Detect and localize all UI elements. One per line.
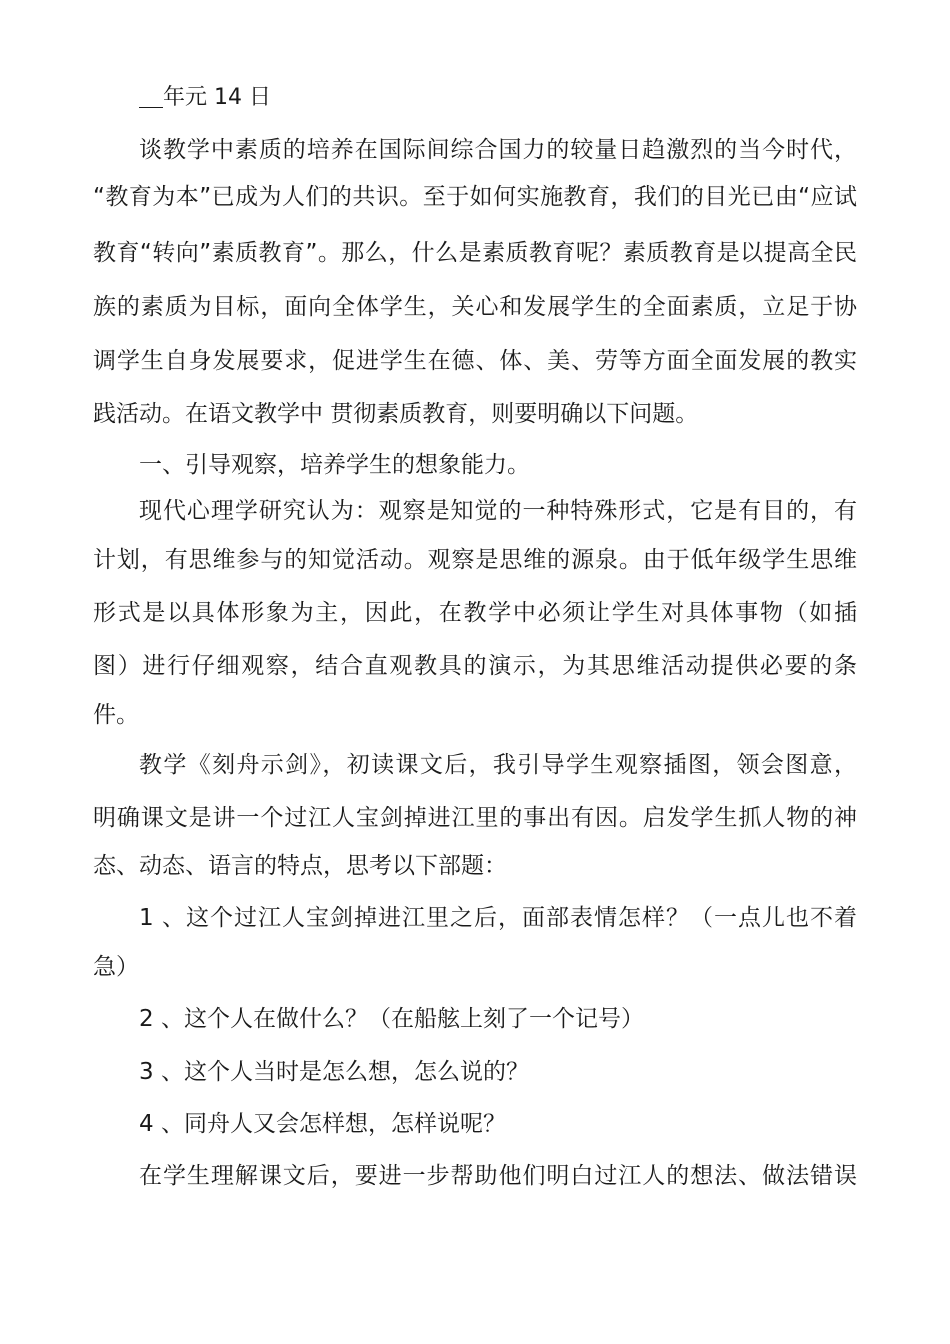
paragraph-line: 教育“转向”素质教育”。那么，什么是素质教育呢？素质教育是以提高全民 (93, 240, 857, 266)
paragraph-line: 形式是以具体形象为主，因此，在教学中必须让学生对具体事物（如插 (93, 600, 857, 626)
paragraph-line: 在学生理解课文后，要进一步帮助他们明白过江人的想法、做法错误 (139, 1163, 857, 1189)
paragraph-line: 现代心理学研究认为：观察是知觉的一种特殊形式，它是有目的，有 (139, 498, 857, 524)
paragraph-line: 谈教学中素质的培养在国际间综合国力的较量日趋激烈的当今时代， (139, 137, 857, 163)
paragraph-line: 教学《刻舟示剑》，初读课文后，我引导学生观察插图，领会图意， (139, 752, 857, 778)
paragraph-line: 件。 (93, 702, 139, 728)
blank-underline (139, 85, 163, 108)
paragraph-line: 族的素质为目标，面向全体学生，关心和发展学生的全面素质，立足于协 (93, 294, 857, 320)
paragraph-line: “教育为本”已成为人们的共识。至于如何实施教育，我们的目光已由“应试 (93, 184, 857, 210)
date-line (139, 83, 271, 113)
list-item: 3 、这个人当时是怎么想，怎么说的？ (139, 1059, 529, 1085)
paragraph-line: 明确课文是讲一个过江人宝剑掉进江里的事出有因。启发学生抓人物的神 (93, 805, 857, 831)
list-item: 4 、同舟人又会怎样想，怎样说呢？ (139, 1111, 506, 1137)
list-item: 2 、这个人在做什么？（在船舷上刻了一个记号） (139, 1006, 644, 1032)
list-item-continuation: 急） (93, 954, 139, 980)
section-heading: 一、引导观察，培养学生的想象能力。 (139, 452, 530, 478)
paragraph-line: 践活动。在语文教学中 贯彻素质教育，则要明确以下问题。 (93, 401, 699, 427)
date-text: 年元 14 日 (163, 85, 271, 110)
list-item: 1 、这个过江人宝剑掉进江里之后，面部表情怎样？（一点儿也不着 (139, 905, 857, 931)
paragraph-line: 图）进行仔细观察，结合直观教具的演示，为其思维活动提供必要的条 (93, 653, 857, 679)
paragraph-line: 态、动态、语言的特点，思考以下部题： (93, 853, 507, 879)
paragraph-line: 调学生自身发展要求，促进学生在德、体、美、劳等方面全面发展的教实 (93, 348, 857, 374)
paragraph-line: 计划，有思维参与的知觉活动。观察是思维的源泉。由于低年级学生思维 (93, 547, 857, 573)
